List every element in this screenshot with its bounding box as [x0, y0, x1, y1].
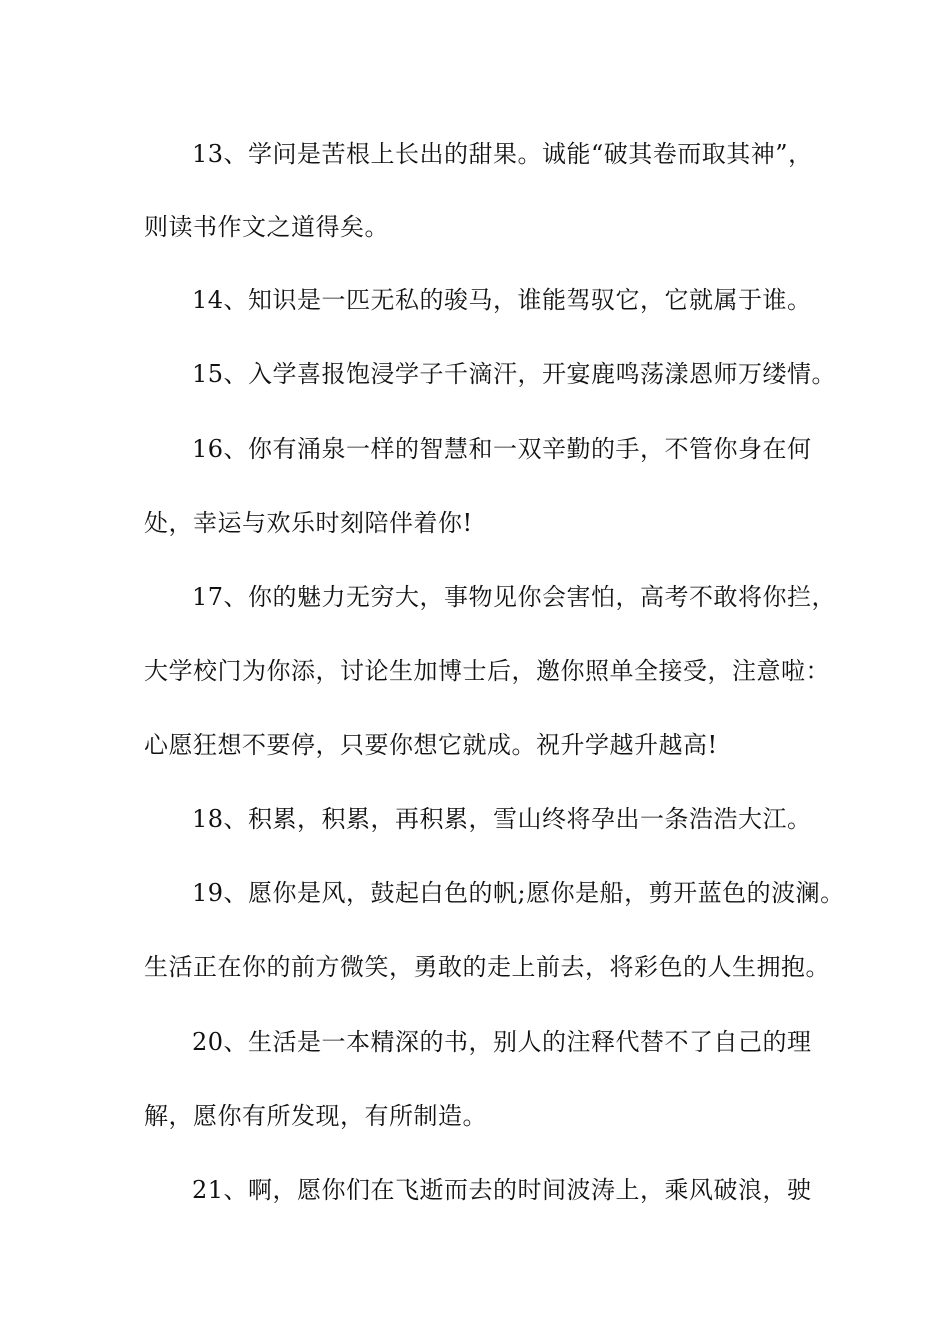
text-line: 18、积累，积累，再积累，雪山终将孕出一条浩浩大江。 — [192, 805, 812, 833]
text-line: 19、愿你是风，鼓起白色的帆;愿你是船，剪开蓝色的波澜。 — [192, 879, 845, 907]
text-line: 14、知识是一匹无私的骏马，谁能驾驭它，它就属于谁。 — [192, 286, 812, 314]
text-line: 大学校门为你添，讨论生加博士后，邀你照单全接受，注意啦： — [144, 657, 830, 685]
text-line: 解，愿你有所发现，有所制造。 — [144, 1102, 487, 1130]
text-line: 处，幸运与欢乐时刻陪伴着你! — [144, 509, 473, 537]
text-line: 13、学问是苦根上长出的甜果。诚能“破其卷而取其神”， — [192, 140, 813, 168]
text-line: 15、入学喜报饱浸学子千滴汗，开宴鹿鸣荡漾恩师万缕情。 — [192, 360, 837, 388]
text-line: 心愿狂想不要停，只要你想它就成。祝升学越升越高! — [144, 731, 718, 759]
text-line: 16、你有涌泉一样的智慧和一双辛勤的手，不管你身在何 — [192, 435, 812, 463]
text-line: 20、生活是一本精深的书，别人的注释代替不了自己的理 — [192, 1028, 812, 1056]
text-line: 17、你的魅力无穷大，事物见你会害怕，高考不敢将你拦， — [192, 583, 837, 611]
text-line: 生活正在你的前方微笑，勇敢的走上前去，将彩色的人生拥抱。 — [144, 953, 830, 981]
text-line: 则读书作文之道得矣。 — [144, 213, 389, 241]
text-line: 21、啊，愿你们在飞逝而去的时间波涛上，乘风破浪，驶 — [192, 1176, 812, 1204]
